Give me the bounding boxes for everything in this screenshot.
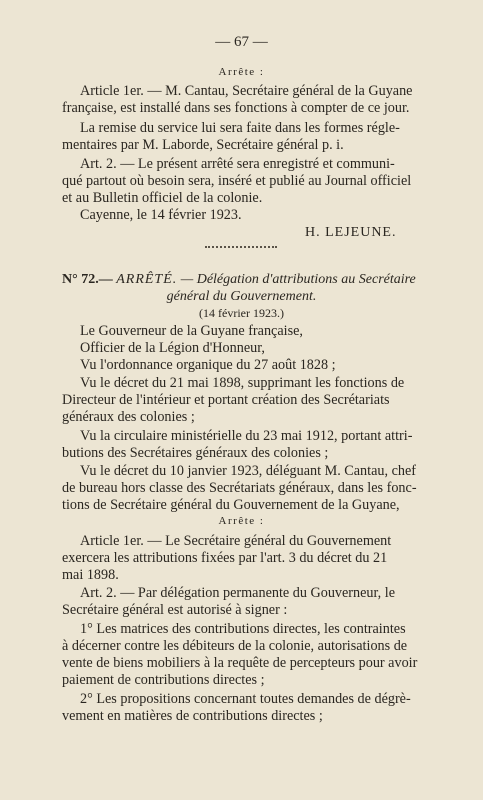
article-line: vement en matières de contributions directes ; (62, 708, 323, 724)
act-title-text: — Délégation d'attributions au Secrétaire (180, 272, 416, 287)
text-line: française, est installé dans ses fonctions à compter de ce jour. (62, 100, 410, 116)
act-title (62, 272, 416, 288)
article-line: 1° Les matrices des contributions directes, les contraintes (80, 621, 406, 637)
text-line: Article 1er. — M. Cantau, Secrétaire général de la Guyane (80, 83, 413, 99)
article-line: exercera les attributions fixées par l'art. 3 du décret du 21 (62, 550, 388, 566)
page-number: — 67 — (215, 34, 268, 50)
preamble-line: tions de Secrétaire général du Gouvernement de la Guyane, (62, 497, 400, 513)
text-line: mentaires par M. Laborde, Secrétaire général p. i. (62, 137, 344, 153)
article-line: vente de biens mobiliers à la requête de percepteurs pour avoir (62, 655, 418, 671)
act-kind: ARRÊTÉ. (116, 272, 178, 287)
date-line: Cayenne, le 14 février 1923. (80, 207, 242, 223)
preamble-line: Vu le décret du 10 janvier 1923, déléguant M. Cantau, chef (80, 463, 416, 479)
arrete-heading: Arrête : (218, 66, 265, 78)
preamble-line: Vu le décret du 21 mai 1898, supprimant les fonctions de (80, 375, 405, 391)
preamble-line: de bureau hors classe des Secrétariats généraux, dans les fonc- (62, 480, 417, 496)
arrete-heading: Arrête : (218, 515, 265, 527)
act-number: N° 72.— (62, 272, 113, 287)
text-line: et au Bulletin officiel de la colonie. (62, 190, 263, 206)
preamble-line: Le Gouverneur de la Guyane française, (80, 323, 303, 339)
preamble-line: Vu l'ordonnance organique du 27 août 1828 ; (80, 357, 336, 373)
act-title-continued: général du Gouvernement. (166, 289, 317, 304)
text-line: qué partout où besoin sera, inséré et publié au Journal officiel (62, 173, 412, 189)
article-line: Art. 2. — Par délégation permanente du Gouverneur, le (80, 585, 395, 601)
article-line: à décerner contre les débiteurs de la colonie, autorisations de (62, 638, 408, 654)
section-divider (205, 246, 277, 248)
text-line: La remise du service lui sera faite dans les formes régle- (80, 120, 400, 136)
preamble-line: généraux des colonies ; (62, 409, 195, 425)
article-line: 2° Les propositions concernant toutes demandes de dégrè- (80, 691, 411, 707)
act-date: (14 février 1923.) (199, 306, 284, 320)
article-line: mai 1898. (62, 567, 119, 583)
preamble-line: Vu la circulaire ministérielle du 23 mai 1912, portant attri- (80, 428, 413, 444)
preamble-line: Directeur de l'intérieur et portant création des Secrétariats (62, 392, 390, 408)
signature: H. LEJEUNE. (305, 225, 397, 240)
article-line: Secrétaire général est autorisé à signer : (62, 602, 288, 618)
text-line: Art. 2. — Le présent arrêté sera enregistré et communi- (80, 156, 395, 172)
preamble-line: Officier de la Légion d'Honneur, (80, 340, 265, 356)
article-line: Article 1er. — Le Secrétaire général du Gouvernement (80, 533, 392, 549)
preamble-line: butions des Secrétaires généraux des colonies ; (62, 445, 329, 461)
article-line: paiement de contributions directes ; (62, 672, 265, 688)
